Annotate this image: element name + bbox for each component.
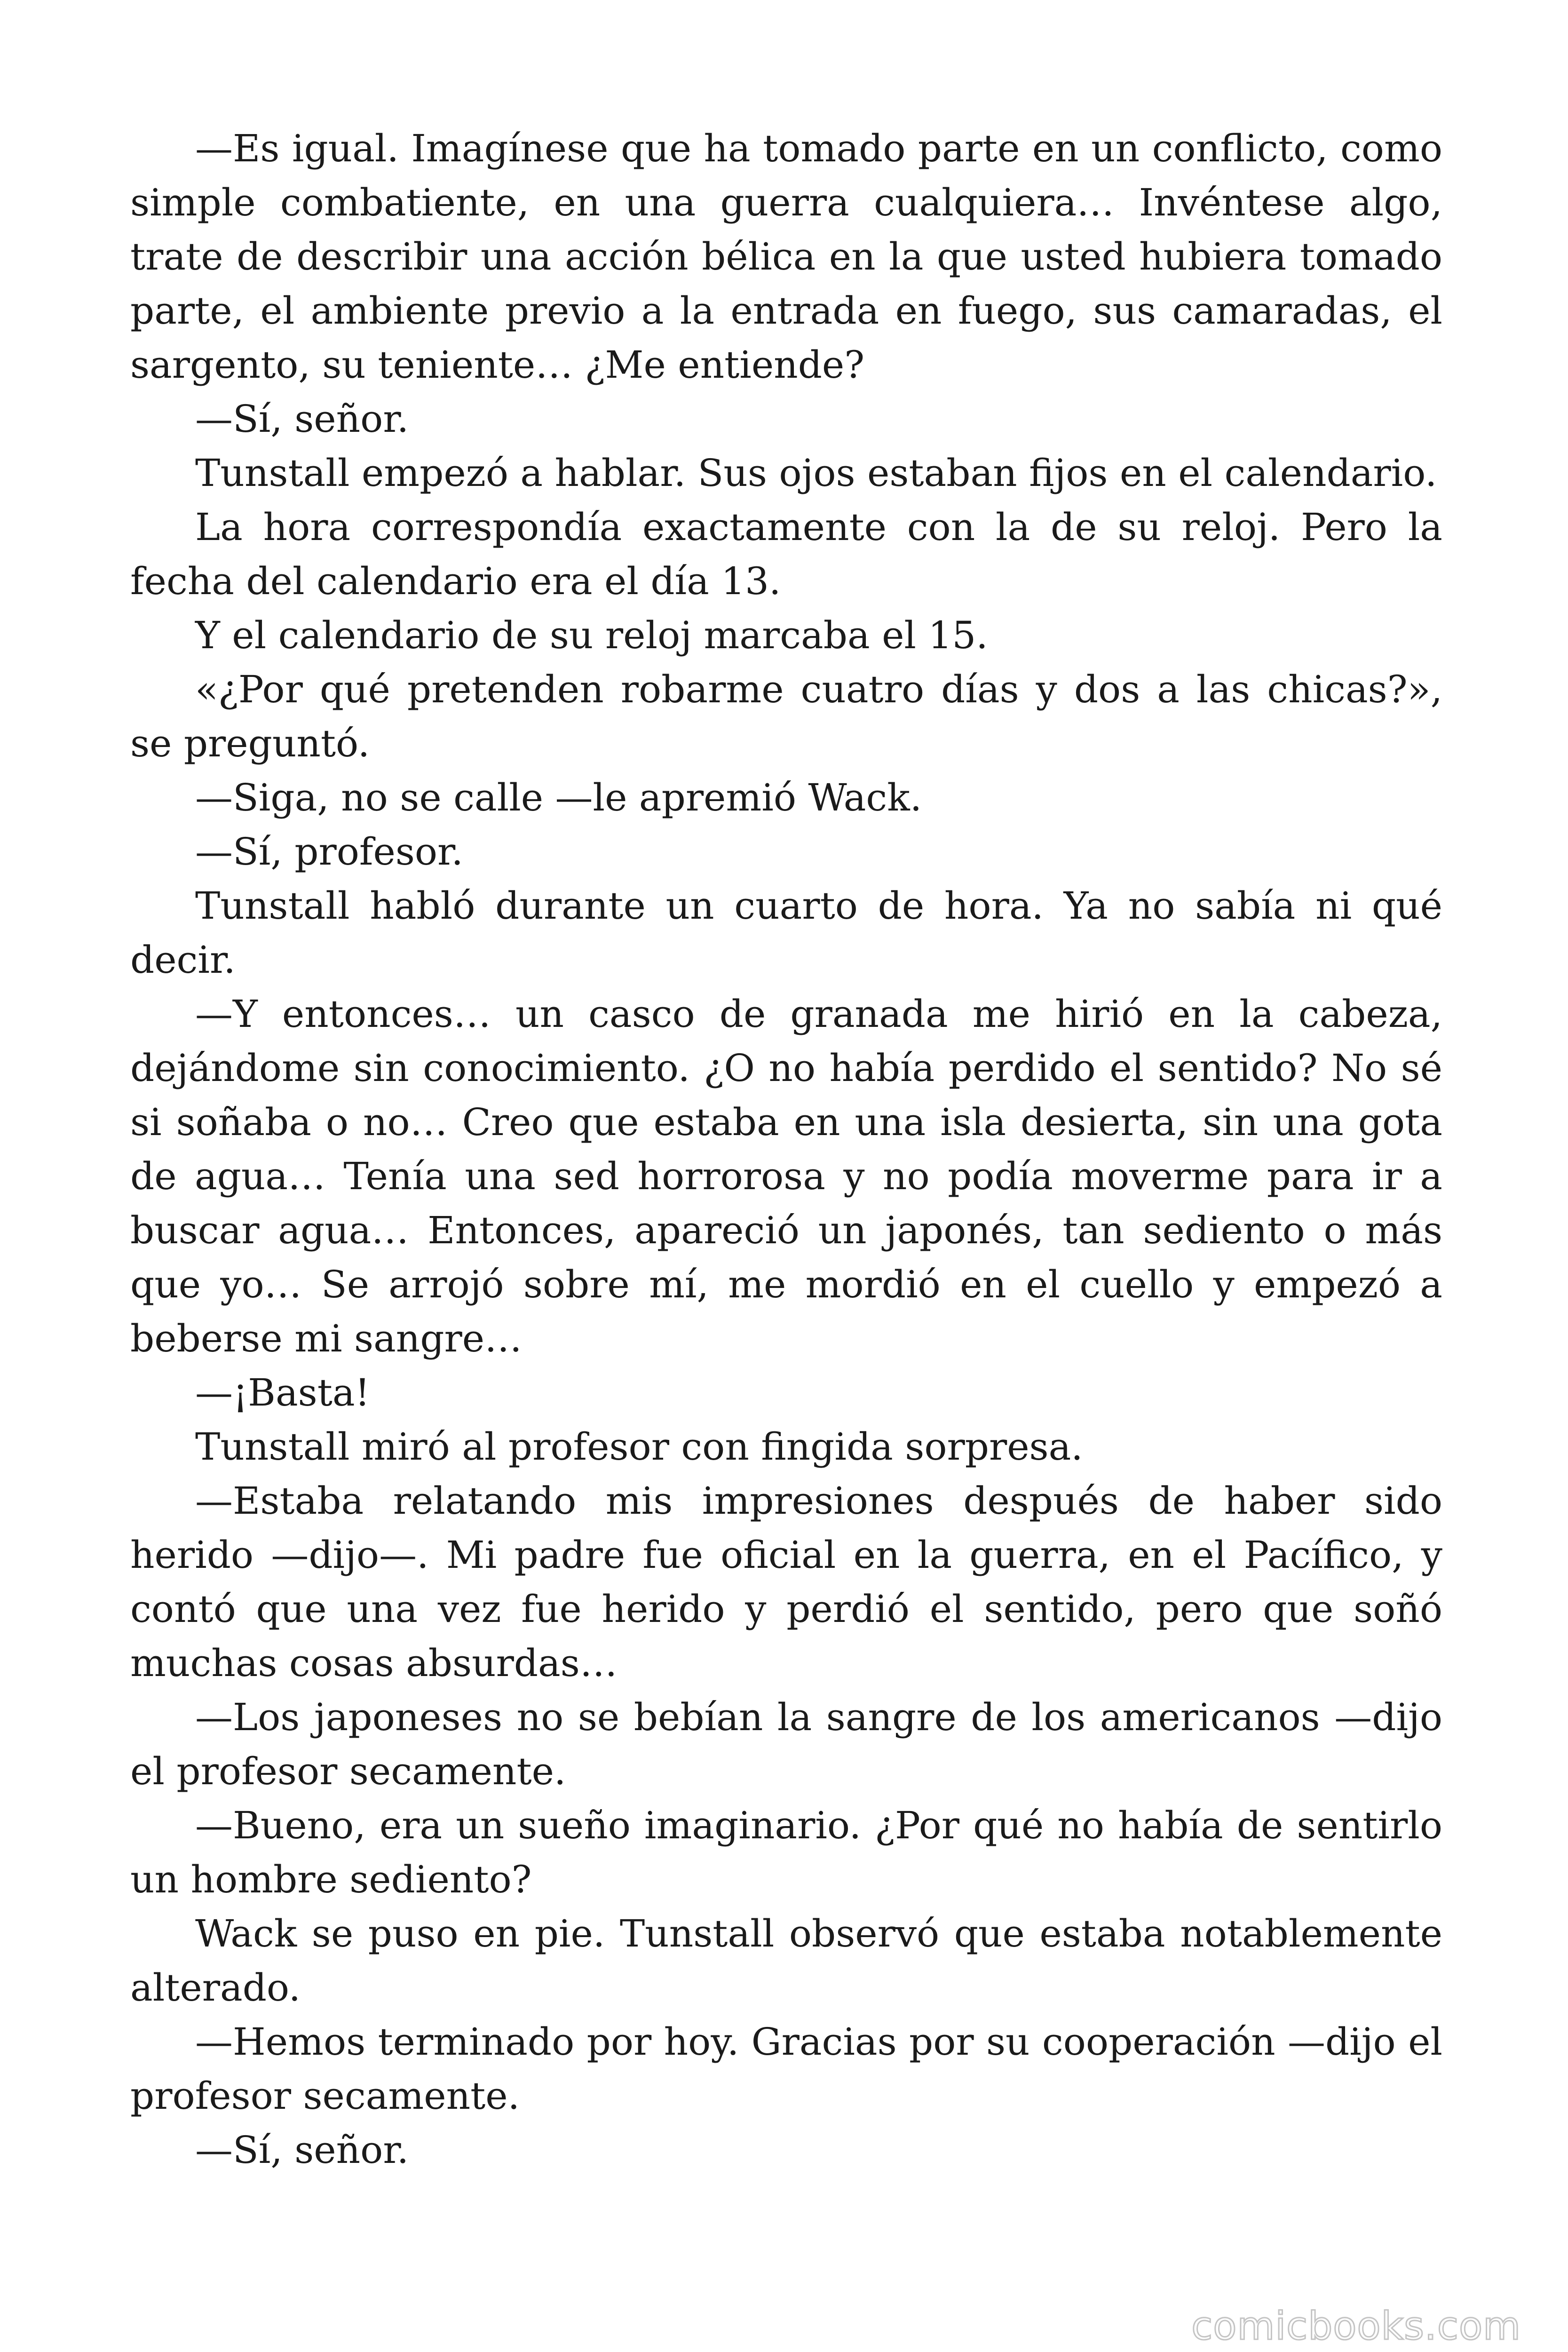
paragraph: Tunstall empezó a hablar. Sus ojos estaban fijos en el calendario. bbox=[195, 451, 1437, 495]
paragraph: —Sí, profesor. bbox=[195, 830, 463, 874]
paragraph: —Los japoneses no se bebían la sangre de los americanos —dijo el profesor secamente. bbox=[130, 1695, 1442, 1793]
watermark: comicbooks.com bbox=[1191, 2304, 1521, 2349]
paragraph: —Sí, señor. bbox=[195, 2128, 409, 2172]
paragraph: —Hemos terminado por hoy. Gracias por su cooperación —dijo el profesor secamente. bbox=[130, 2020, 1442, 2118]
paragraph: Tunstall miró al profesor con fingida sorpresa. bbox=[195, 1425, 1083, 1469]
paragraph: —¡Basta! bbox=[195, 1371, 370, 1414]
paragraph: —Siga, no se calle —le apremió Wack. bbox=[195, 776, 922, 819]
paragraph: Y el calendario de su reloj marcaba el 15. bbox=[195, 613, 988, 657]
paragraph: «¿Por qué pretenden robarme cuatro días y dos a las chicas?», se preguntó. bbox=[130, 667, 1442, 765]
paragraph: —Bueno, era un sueño imaginario. ¿Por qué no había de sentirlo un hombre sediento? bbox=[130, 1804, 1442, 1901]
paragraph: La hora correspondía exactamente con la de su reloj. Pero la fecha del calendario era el día 13. bbox=[130, 505, 1442, 603]
paragraph: —Y entonces… un casco de granada me hirió en la cabeza, dejándome sin conocimiento. ¿O no había perdido el sentido? No sé si soñaba o no… Creo que estaba en una isla desierta, sin una gota de agua… Tenía una sed horrorosa y no podía moverme para ir a buscar agua… Entonces, apareció un japonés, tan sediento o más que yo… Se arrojó sobre mí, me mordió en el cuello y empezó a beberse mi sangre… bbox=[130, 992, 1442, 1360]
page-text bbox=[130, 121, 1442, 2177]
paragraph: —Es igual. Imagínese que ha tomado parte en un conflicto, como simple combatiente, en una guerra cualquiera… Invéntese algo, trate de describir una acción bélica en la que usted hubiera tomado parte, el ambiente previo a la entrada en fuego, sus camaradas, el sargento, su teniente… ¿Me entiende? bbox=[130, 127, 1442, 387]
paragraph: —Sí, señor. bbox=[195, 397, 409, 441]
paragraph: Wack se puso en pie. Tunstall observó que estaba notablemente alterado. bbox=[130, 1912, 1442, 2010]
paragraph: —Estaba relatando mis impresiones después de haber sido herido —dijo—. Mi padre fue oficial en la guerra, en el Pacífico, y contó que una vez fue herido y perdió el sentido, pero que soñó muchas cosas absurdas… bbox=[130, 1479, 1442, 1685]
paragraph: Tunstall habló durante un cuarto de hora. Ya no sabía ni qué decir. bbox=[130, 884, 1442, 982]
